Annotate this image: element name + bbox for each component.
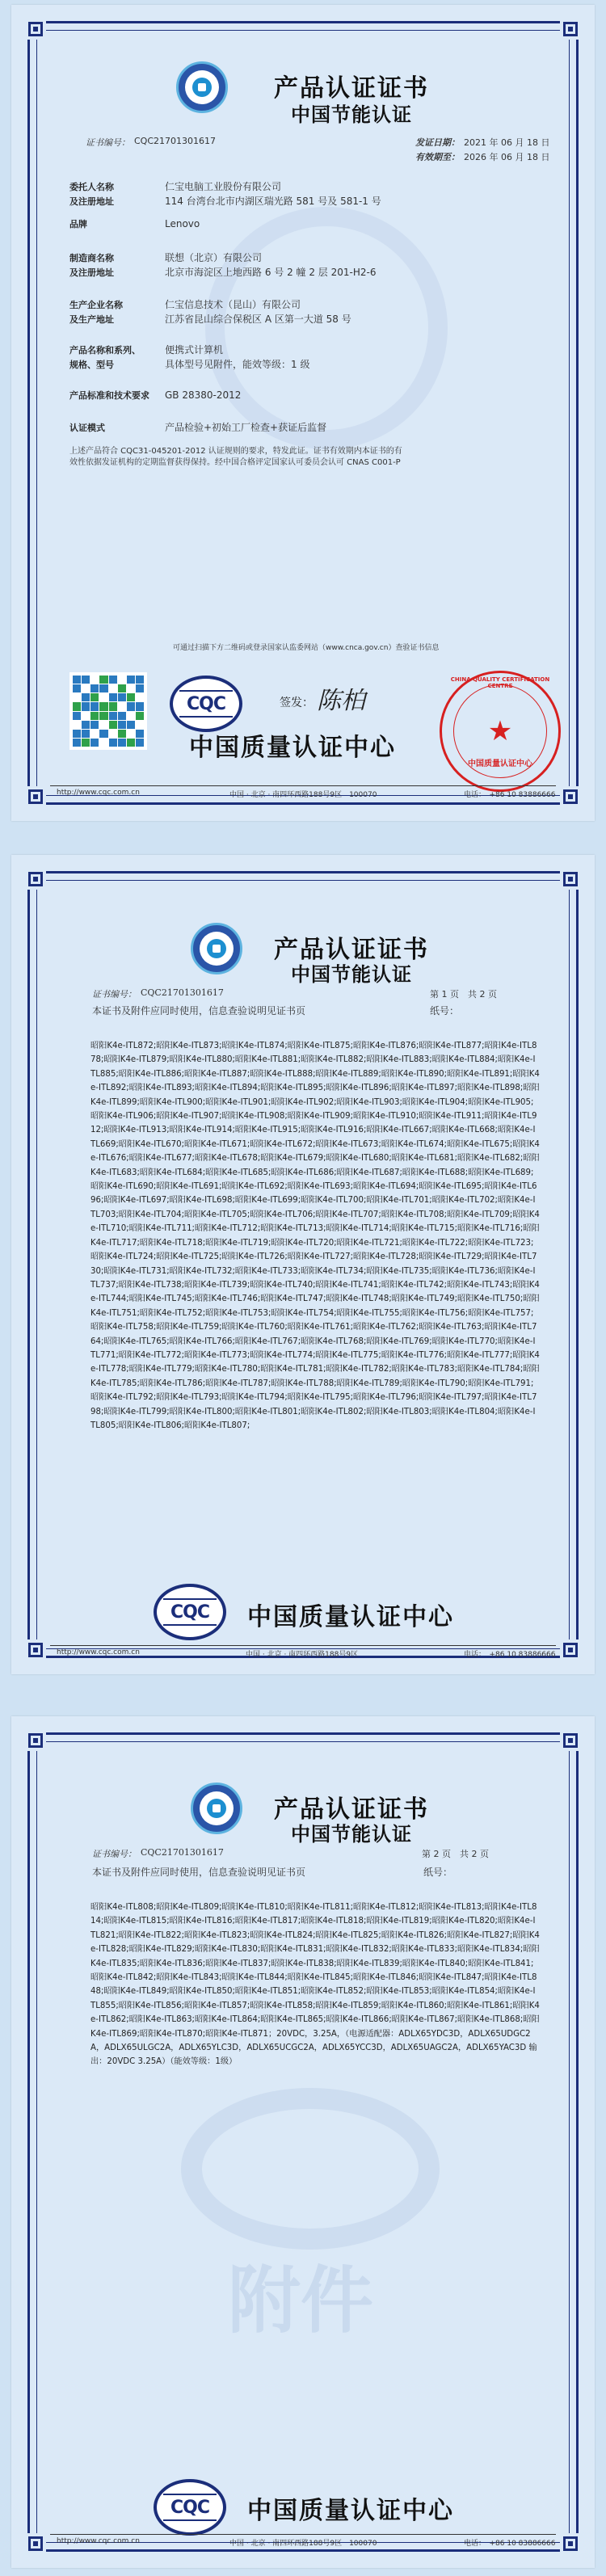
cqc-logo: CQC bbox=[154, 2479, 226, 2536]
cert-no: CQC21701301617 bbox=[141, 1847, 224, 1858]
footer-address: 中国 · 北京 · 南四环西路188号9区 100070 bbox=[229, 2540, 377, 2548]
model-list: 昭阳K4e-ITL808;昭阳K4e-ITL809;昭阳K4e-ITL810;昭阳K4e-ITL811;昭阳K4e-ITL812;昭阳K4e-ITL813;昭阳K4e-ITL814;昭阳K4e-ITL815;昭阳K4e-ITL816;昭阳K4e-ITL817;昭阳K4e-ITL818;昭阳K4e-ITL819;昭阳K4e-ITL820;昭阳K4e-ITL821;昭阳K4e-ITL822;昭阳K4e-ITL823;昭阳K4e-ITL824;昭阳K4e-ITL825;昭阳K4e-ITL826;昭阳K4e-ITL827;昭阳K4e-ITL828;昭阳K4e-ITL829;昭阳K4e-ITL830;昭阳K4e-ITL831;昭阳K4e-ITL832;昭阳K4e-ITL833;昭阳K4e-ITL834;昭阳K4e-ITL835;昭阳K4e-ITL836;昭阳K4e-ITL837;昭阳K4e-ITL838;昭阳K4e-ITL839;昭阳K4e-ITL840;昭阳K4e-ITL841;昭阳K4e-ITL842;昭阳K4e-ITL843;昭阳K4e-ITL844;昭阳K4e-ITL845;昭阳K4e-ITL846;昭阳K4e-ITL847;昭阳K4e-ITL848;昭阳K4e-ITL849;昭阳K4e-ITL850;昭阳K4e-ITL851;昭阳K4e-ITL852;昭阳K4e-ITL853;昭阳K4e-ITL854;昭阳K4e-ITL855;昭阳K4e-ITL856;昭阳K4e-ITL857;昭阳K4e-ITL858;昭阳K4e-ITL859;昭阳K4e-ITL860;昭阳K4e-ITL861;昭阳K4e-ITL862;昭阳K4e-ITL863;昭阳K4e-ITL864;昭阳K4e-ITL865;昭阳K4e-ITL866;昭阳K4e-ITL867;昭阳K4e-ITL868;昭阳K4e-ITL869;昭阳K4e-ITL870;昭阳K4e-ITL871；20VDC，3.25A，（电源适配器：ADLX65YDC3D，ADLX65UDGC2A，ADLX65ULGC2A，ADLX65YLC3D，ADLX65UCGC2A，ADLX65YCC3D，ADLX65UAGC2A，ADLX65YAC3D 输出：20VDC 3.25A）（能效等级：1级） bbox=[90, 1903, 540, 2067]
field-label: 产品名称和系列、 bbox=[69, 345, 141, 356]
model-list: 昭阳K4e-ITL872;昭阳K4e-ITL873;昭阳K4e-ITL874;昭阳K4e-ITL875;昭阳K4e-ITL876;昭阳K4e-ITL877;昭阳K4e-ITL878;昭阳K4e-ITL879;昭阳K4e-ITL880;昭阳K4e-ITL881;昭阳K4e-ITL882;昭阳K4e-ITL883;昭阳K4e-ITL884;昭阳K4e-ITL885;昭阳K4e-ITL886;昭阳K4e-ITL887;昭阳K4e-ITL888;昭阳K4e-ITL889;昭阳K4e-ITL890;昭阳K4e-ITL891;昭阳K4e-ITL892;昭阳K4e-ITL893;昭阳K4e-ITL894;昭阳K4e-ITL895;昭阳K4e-ITL896;昭阳K4e-ITL897;昭阳K4e-ITL898;昭阳K4e-ITL899;昭阳K4e-ITL900;昭阳K4e-ITL901;昭阳K4e-ITL902;昭阳K4e-ITL903;昭阳K4e-ITL904;昭阳K4e-ITL905;昭阳K4e-ITL906;昭阳K4e-ITL907;昭阳K4e-ITL908;昭阳K4e-ITL909;昭阳K4e-ITL910;昭阳K4e-ITL911;昭阳K4e-ITL912;昭阳K4e-ITL913;昭阳K4e-ITL914;昭阳K4e-ITL915;昭阳K4e-ITL916;昭阳K4e-ITL667;昭阳K4e-ITL668;昭阳K4e-ITL669;昭阳K4e-ITL670;昭阳K4e-ITL671;昭阳K4e-ITL672;昭阳K4e-ITL673;昭阳K4e-ITL674;昭阳K4e-ITL675;昭阳K4e-ITL676;昭阳K4e-ITL677;昭阳K4e-ITL678;昭阳K4e-ITL679;昭阳K4e-ITL680;昭阳K4e-ITL681;昭阳K4e-ITL682;昭阳K4e-ITL683;昭阳K4e-ITL684;昭阳K4e-ITL685;昭阳K4e-ITL686;昭阳K4e-ITL687;昭阳K4e-ITL688;昭阳K4e-ITL689;昭阳K4e-ITL690;昭阳K4e-ITL691;昭阳K4e-ITL692;昭阳K4e-ITL693;昭阳K4e-ITL694;昭阳K4e-ITL695;昭阳K4e-ITL696;昭阳K4e-ITL697;昭阳K4e-ITL698;昭阳K4e-ITL699;昭阳K4e-ITL700;昭阳K4e-ITL701;昭阳K4e-ITL702;昭阳K4e-ITL703;昭阳K4e-ITL704;昭阳K4e-ITL705;昭阳K4e-ITL706;昭阳K4e-ITL707;昭阳K4e-ITL708;昭阳K4e-ITL709;昭阳K4e-ITL710;昭阳K4e-ITL711;昭阳K4e-ITL712;昭阳K4e-ITL713;昭阳K4e-ITL714;昭阳K4e-ITL715;昭阳K4e-ITL716;昭阳K4e-ITL717;昭阳K4e-ITL718;昭阳K4e-ITL719;昭阳K4e-ITL720;昭阳K4e-ITL721;昭阳K4e-ITL722;昭阳K4e-ITL723;昭阳K4e-ITL724;昭阳K4e-ITL725;昭阳K4e-ITL726;昭阳K4e-ITL727;昭阳K4e-ITL728;昭阳K4e-ITL729;昭阳K4e-ITL730;昭阳K4e-ITL731;昭阳K4e-ITL732;昭阳K4e-ITL733;昭阳K4e-ITL734;昭阳K4e-ITL735;昭阳K4e-ITL736;昭阳K4e-ITL737;昭阳K4e-ITL738;昭阳K4e-ITL739;昭阳K4e-ITL740;昭阳K4e-ITL741;昭阳K4e-ITL742;昭阳K4e-ITL743;昭阳K4e-ITL744;昭阳K4e-ITL745;昭阳K4e-ITL746;昭阳K4e-ITL747;昭阳K4e-ITL748;昭阳K4e-ITL749;昭阳K4e-ITL750;昭阳K4e-ITL751;昭阳K4e-ITL752;昭阳K4e-ITL753;昭阳K4e-ITL754;昭阳K4e-ITL755;昭阳K4e-ITL756;昭阳K4e-ITL757;昭阳K4e-ITL758;昭阳K4e-ITL759;昭阳K4e-ITL760;昭阳K4e-ITL761;昭阳K4e-ITL762;昭阳K4e-ITL763;昭阳K4e-ITL764;昭阳K4e-ITL765;昭阳K4e-ITL766;昭阳K4e-ITL767;昭阳K4e-ITL768;昭阳K4e-ITL769;昭阳K4e-ITL770;昭阳K4e-ITL771;昭阳K4e-ITL772;昭阳K4e-ITL773;昭阳K4e-ITL774;昭阳K4e-ITL775;昭阳K4e-ITL776;昭阳K4e-ITL777;昭阳K4e-ITL778;昭阳K4e-ITL779;昭阳K4e-ITL780;昭阳K4e-ITL781;昭阳K4e-ITL782;昭阳K4e-ITL783;昭阳K4e-ITL784;昭阳K4e-ITL785;昭阳K4e-ITL786;昭阳K4e-ITL787;昭阳K4e-ITL788;昭阳K4e-ITL789;昭阳K4e-ITL790;昭阳K4e-ITL791;昭阳K4e-ITL792;昭阳K4e-ITL793;昭阳K4e-ITL794;昭阳K4e-ITL795;昭阳K4e-ITL796;昭阳K4e-ITL797;昭阳K4e-ITL798;昭阳K4e-ITL799;昭阳K4e-ITL800;昭阳K4e-ITL801;昭阳K4e-ITL802;昭阳K4e-ITL803;昭阳K4e-ITL804;昭阳K4e-ITL805;昭阳K4e-ITL806;昭阳K4e-ITL807; bbox=[90, 1042, 540, 1430]
signature: 陈柏 bbox=[317, 687, 365, 715]
paper-no-label: 纸号： bbox=[423, 1867, 453, 1878]
issuer-name: 中国质量认证中心 bbox=[247, 1603, 454, 1631]
cqc-watermark bbox=[205, 207, 448, 449]
cqc-logo: CQC bbox=[154, 1584, 226, 1640]
seal-text-cn: 中国质量认证中心 bbox=[468, 760, 532, 768]
attachment-watermark: 附件 bbox=[228, 2258, 373, 2343]
certificate-subtitle: 中国节能认证 bbox=[291, 963, 412, 986]
qr-code bbox=[69, 672, 147, 750]
corner-ornament bbox=[25, 786, 46, 807]
field-label: 产品标准和技术要求 bbox=[69, 390, 149, 401]
issuer-name: 中国质量认证中心 bbox=[247, 2497, 454, 2525]
field-label: 认证模式 bbox=[69, 423, 105, 433]
field-value: Lenovo bbox=[165, 218, 200, 229]
seal-text-en: CHINA QUALITY CERTIFICATION CENTRE bbox=[450, 676, 550, 689]
cert-no-label: 证书编号： bbox=[92, 1849, 137, 1859]
certification-paragraph: 上述产品符合 CQC31-045201-2012 认证规则的要求，特发此证。证书有效期内本证书的有效性依据发证机构的定期监督获得保持。经中国合格评定国家认可委员会认可 CNAS C001-P bbox=[69, 447, 402, 467]
footer-phone: 电话： +86 10 83886666 bbox=[464, 1651, 556, 1659]
cert-no: CQC21701301617 bbox=[141, 987, 224, 998]
cqc-watermark bbox=[181, 2088, 440, 2250]
field-value: 北京市海淀区上地西路 6 号 2 幢 2 层 201-H2-6 bbox=[165, 267, 377, 278]
certificate-title: 产品认证证书 bbox=[274, 74, 429, 103]
page-number: 第 1 页 共 2 页 bbox=[430, 989, 497, 1000]
cert-no: CQC21701301617 bbox=[134, 136, 217, 146]
field-value: 114 台湾台北市内湖区瑞光路 581 号及 581-1 号 bbox=[165, 196, 381, 207]
issuer-name: 中国质量认证中心 bbox=[189, 734, 396, 762]
footer-address: 中国 · 北京 · 南四环西路188号9区 bbox=[246, 1651, 359, 1659]
cqc-logo: CQC bbox=[170, 676, 242, 732]
certificate-page-2 bbox=[11, 855, 595, 1674]
field-label: 品牌 bbox=[69, 219, 87, 229]
certificate-subtitle: 中国节能认证 bbox=[291, 1823, 412, 1846]
footer-address: 中国 · 北京 · 南四环西路188号9区 100070 bbox=[229, 791, 377, 799]
field-value: 联想（北京）有限公司 bbox=[165, 252, 263, 263]
footer-phone: 电话： +86 10 83886666 bbox=[464, 791, 556, 799]
footer-divider bbox=[50, 2534, 556, 2535]
verify-instructions: 可通过扫描下方二维码或登录国家认监委网站（www.cnca.gov.cn）查验证书信息 bbox=[173, 644, 440, 652]
field-value: 江苏省昆山综合保税区 A 区第一大道 58 号 bbox=[165, 314, 351, 325]
issue-date: 2021 年 06 月 18 日 bbox=[464, 137, 550, 148]
footer-url[interactable]: http://www.cqc.com.cn bbox=[57, 1648, 140, 1656]
expiry-date-label: 有效期至： bbox=[415, 152, 460, 162]
corner-ornament bbox=[560, 19, 581, 40]
field-value: 产品检验+初始工厂检查+获证后监督 bbox=[165, 422, 327, 433]
sign-label: 签发： bbox=[280, 697, 314, 709]
cert-no-label: 证书编号： bbox=[86, 137, 130, 148]
field-label: 制造商名称 bbox=[69, 253, 114, 263]
issue-date-label: 发证日期： bbox=[415, 137, 460, 148]
certificate-title: 产品认证证书 bbox=[274, 936, 429, 964]
field-value: 仁宝电脑工业股份有限公司 bbox=[165, 181, 282, 192]
field-label: 委托人名称 bbox=[69, 182, 114, 192]
footer-divider bbox=[50, 1645, 556, 1646]
certificate-subtitle: 中国节能认证 bbox=[291, 103, 412, 126]
footer-phone: 电话： +86 10 83886666 bbox=[464, 2540, 556, 2548]
page-number: 第 2 页 共 2 页 bbox=[422, 1849, 489, 1859]
attachment-note: 本证书及附件应同时使用，信息查验说明见证书页 bbox=[92, 1867, 306, 1878]
corner-ornament bbox=[25, 19, 46, 40]
field-value: 具体型号见附件，能效等级：1 级 bbox=[165, 359, 310, 370]
field-label: 及注册地址 bbox=[69, 196, 114, 207]
footer-divider bbox=[50, 785, 556, 786]
field-label: 及注册地址 bbox=[69, 267, 114, 278]
field-label: 规格、型号 bbox=[69, 360, 114, 370]
certificate-page-3 bbox=[11, 1716, 595, 2568]
field-value: GB 28380-2012 bbox=[165, 389, 242, 401]
certificate-title: 产品认证证书 bbox=[274, 1795, 429, 1824]
attachment-note: 本证书及附件应同时使用，信息查验说明见证书页 bbox=[92, 1005, 306, 1017]
footer-url[interactable]: http://www.cqc.com.cn bbox=[57, 2537, 140, 2545]
official-seal bbox=[440, 671, 561, 792]
certificate-page-1 bbox=[11, 5, 595, 821]
expiry-date: 2026 年 06 月 18 日 bbox=[464, 152, 550, 162]
cert-no-label: 证书编号： bbox=[92, 989, 137, 1000]
paper-no-label: 纸号： bbox=[430, 1005, 460, 1017]
footer-url[interactable]: http://www.cqc.com.cn bbox=[57, 789, 140, 797]
corner-ornament bbox=[560, 786, 581, 807]
seal-star-icon: ★ bbox=[487, 715, 513, 747]
field-label: 及生产地址 bbox=[69, 314, 114, 325]
field-label: 生产企业名称 bbox=[69, 300, 123, 310]
field-value: 仁宝信息技术（昆山）有限公司 bbox=[165, 299, 301, 310]
field-value: 便携式计算机 bbox=[165, 344, 224, 356]
